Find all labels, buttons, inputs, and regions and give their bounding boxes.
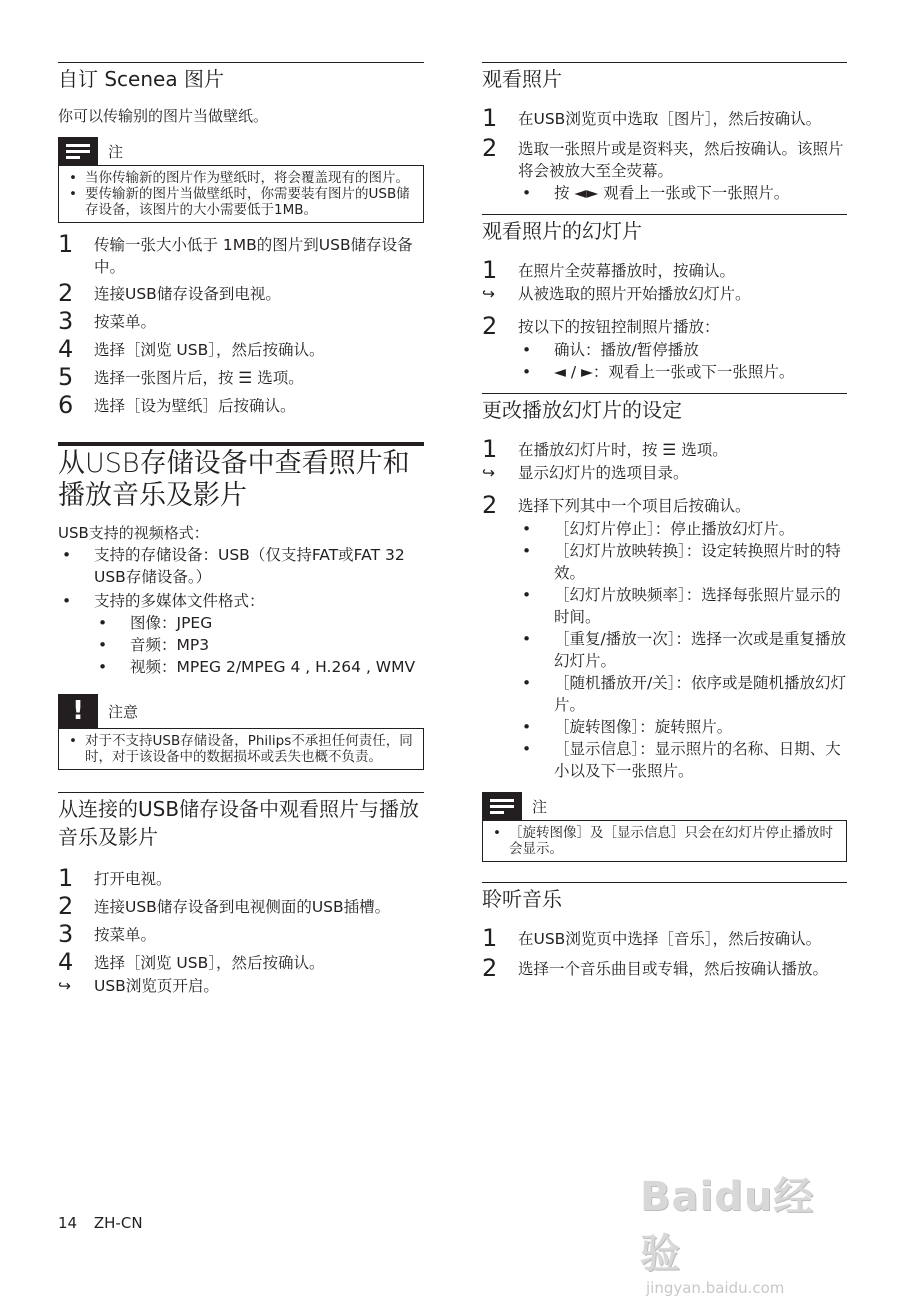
- steps-list: [58, 231, 424, 418]
- sub-bullet-item: • 视频：MPEG 2/MPEG 4 , H.264 , WMV: [94, 656, 424, 678]
- baidu-watermark: [640, 1165, 855, 1297]
- sub-bullet-item: • 图像：JPEG: [94, 612, 424, 634]
- caution-item: • 对于不支持USB存储设备，Philips不承担任何责任，同时，对于该设备中的数据损坏或丢失也概不负责。: [67, 733, 415, 765]
- bullet-item: • 按 ◄► 观看上一张或下一张照片。: [518, 182, 847, 204]
- step: 2 连接USB储存设备到电视。: [58, 279, 281, 307]
- chapter-title: 从USB存储设备中查看照片和播放音乐及影片: [58, 448, 410, 511]
- steps-list: [482, 257, 847, 383]
- page-footer: [58, 1214, 143, 1232]
- section-title-custom-scenea: 自订 Scenea 图片: [58, 67, 224, 91]
- step: 2 按以下的按钮控制照片播放：: [482, 312, 720, 340]
- step: 1 在播放幻灯片时，按 ☰ 选项。: [482, 435, 728, 463]
- note-item: • ［旋转图像］及［显示信息］只会在幻灯片停止播放时会显示。: [491, 825, 838, 857]
- section-title-slideshow: 观看照片的幻灯片: [482, 219, 642, 243]
- section-title-view-photos: 观看照片: [482, 67, 562, 91]
- step-result: ↪ 从被选取的照片开始播放幻灯片。: [482, 283, 847, 305]
- section-title-slideshow-settings: 更改播放幻灯片的设定: [482, 398, 682, 422]
- note-header: [58, 137, 424, 165]
- step: 2 选择下列其中一个项目后按确认。: [482, 491, 751, 519]
- watermark-url: jingyan.baidu.com: [646, 1279, 785, 1297]
- watermark-logo: Baidu经验: [640, 1174, 815, 1277]
- caution-icon: !: [58, 694, 98, 728]
- note-icon: [482, 792, 522, 820]
- bullet-item: • 支持的存储设备：USB（仅支持FAT或FAT 32 USB存储设备。）: [58, 544, 424, 588]
- bullet-item: • ［旋转图像］：旋转照片。: [518, 716, 847, 738]
- bullet-item: • 支持的多媒体文件格式：: [58, 590, 424, 612]
- step: 1 打开电视。: [58, 864, 172, 892]
- formats-label: USB支持的视频格式：: [58, 524, 209, 542]
- bullet-item: • ◄ / ►：观看上一张或下一张照片。: [518, 361, 847, 383]
- steps-list: [482, 105, 847, 204]
- note-box: [482, 820, 847, 862]
- step: 1 在照片全荧幕播放时，按确认。: [482, 256, 736, 284]
- chapter-rule: [58, 442, 424, 446]
- caution-header: [58, 694, 424, 728]
- note-header: [482, 792, 847, 820]
- bullet-item: • ［随机播放开/关］：依序或是随机播放幻灯片。: [518, 672, 847, 716]
- note-label: 注: [532, 797, 548, 816]
- note-icon: [58, 137, 98, 165]
- step-result: ↪ 显示幻灯片的选项目录。: [482, 462, 847, 484]
- section-rule: [482, 62, 847, 63]
- bullet-item: • ［幻灯片停止］：停止播放幻灯片。: [518, 518, 847, 540]
- section-rule: [482, 214, 847, 215]
- note-box: [58, 165, 424, 223]
- step: 3 按菜单。: [58, 307, 157, 335]
- steps-list: [58, 865, 424, 997]
- format-bullets: [58, 544, 424, 678]
- right-column: [482, 62, 847, 981]
- steps-list: [482, 436, 847, 782]
- section-rule: [58, 62, 424, 63]
- section-rule: [58, 792, 424, 793]
- sub-bullets: [58, 612, 424, 678]
- left-column: [58, 62, 424, 997]
- step: 1 在USB浏览页中选取［图片］，然后按确认。: [482, 104, 822, 132]
- steps-list: [482, 925, 847, 981]
- section-rule: [482, 882, 847, 883]
- step: 4 选择［浏览 USB］，然后按确认。: [58, 335, 325, 363]
- step: 3 按菜单。: [58, 920, 157, 948]
- sub-bullet-item: • 音频：MP3: [94, 634, 424, 656]
- caution-box: [58, 728, 424, 770]
- section-intro: 你可以传输别的图片当做壁纸。: [58, 107, 269, 125]
- bullet-item: • ［幻灯片放映频率］：选择每张照片显示的时间。: [518, 584, 847, 628]
- step-bullets: [482, 339, 847, 383]
- step-result: ↪ USB浏览页开启。: [58, 975, 424, 997]
- step: 5 选择一张图片后，按 ☰ 选项。: [58, 363, 304, 391]
- note-label: 注: [108, 142, 124, 161]
- bullet-item: • ［显示信息］：显示照片的名称、日期、大小以及下一张照片。: [518, 738, 847, 782]
- step: 2 连接USB储存设备到电视侧面的USB插槽。: [58, 892, 391, 920]
- language-code: ZH-CN: [93, 1214, 143, 1232]
- step: 1 传输一张大小低于 1MB的图片到USB储存设备中。: [58, 230, 413, 276]
- step-bullets: [482, 182, 847, 204]
- step: 2 选择一个音乐曲目或专辑，然后按确认播放。: [482, 954, 829, 982]
- caution-label: 注意: [108, 702, 139, 721]
- step: 2 选取一张照片或是资料夹，然后按确认。该照片将会被放大至全荧幕。: [482, 134, 844, 180]
- step: 6 选择［设为壁纸］后按确认。: [58, 391, 296, 419]
- bullet-item: • ［幻灯片放映转换］：设定转换照片时的特效。: [518, 540, 847, 584]
- step-bullets: [482, 518, 847, 782]
- section-rule: [482, 393, 847, 394]
- step: 4 选择［浏览 USB］，然后按确认。: [58, 948, 325, 976]
- section-title-music: 聆听音乐: [482, 887, 562, 911]
- note-item: • 要传输新的图片当做壁纸时，你需要装有图片的USB储存设备，该图片的大小需要低于1MB。: [67, 186, 415, 218]
- bullet-item: • ［重复/播放一次］：选择一次或是重复播放幻灯片。: [518, 628, 847, 672]
- step: 1 在USB浏览页中选择［音乐］，然后按确认。: [482, 924, 822, 952]
- bullet-item: • 确认：播放/暂停播放: [518, 339, 847, 361]
- note-item: • 当你传输新的图片作为壁纸时，将会覆盖现有的图片。: [67, 170, 415, 186]
- section-title-usb-view: 从连接的USB储存设备中观看照片与播放音乐及影片: [58, 797, 420, 849]
- page-number: 14: [58, 1214, 78, 1232]
